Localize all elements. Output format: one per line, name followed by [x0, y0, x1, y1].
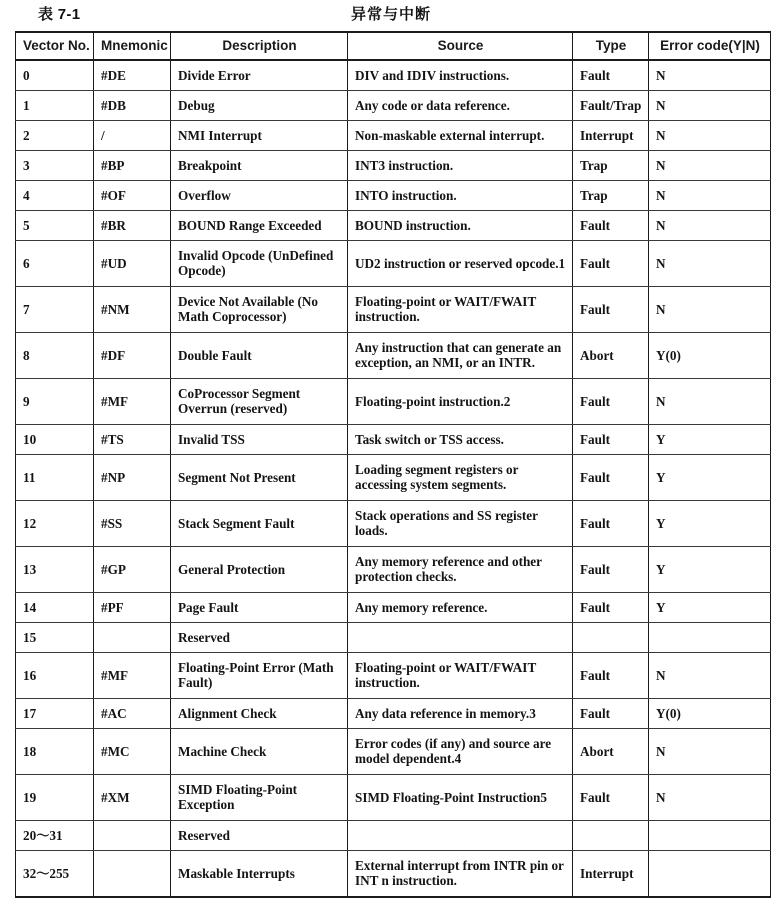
cell-mnemonic: #TS: [94, 424, 171, 454]
cell-error-code: N: [649, 120, 771, 150]
cell-vector-no: 2: [16, 120, 94, 150]
cell-vector-no: 11: [16, 454, 94, 500]
cell-description: Double Fault: [171, 332, 348, 378]
cell-error-code: N: [649, 240, 771, 286]
cell-type: Fault: [573, 500, 649, 546]
table-row: [16, 378, 771, 424]
cell-source: Floating-point or WAIT/FWAIT instruction.: [348, 652, 573, 698]
cell-error-code: N: [649, 286, 771, 332]
cell-error-code: Y: [649, 454, 771, 500]
cell-vector-no: 17: [16, 698, 94, 728]
cell-error-code: N: [649, 378, 771, 424]
table-header: [16, 32, 771, 60]
table-row: [16, 240, 771, 286]
column-header-mnemonic: Mnemonic: [94, 32, 171, 60]
cell-type: Fault: [573, 698, 649, 728]
table-row: [16, 698, 771, 728]
cell-error-code: Y: [649, 500, 771, 546]
cell-source: INT3 instruction.: [348, 150, 573, 180]
cell-mnemonic: [94, 850, 171, 897]
cell-error-code: Y: [649, 424, 771, 454]
cell-error-code: [649, 850, 771, 897]
cell-vector-no: 1: [16, 90, 94, 120]
cell-type: Abort: [573, 728, 649, 774]
table-row: [16, 90, 771, 120]
cell-description: CoProcessor Segment Overrun (reserved): [171, 378, 348, 424]
cell-description: SIMD Floating-Point Exception: [171, 774, 348, 820]
cell-source: Stack operations and SS register loads.: [348, 500, 573, 546]
cell-error-code: N: [649, 60, 771, 91]
table-caption: [0, 0, 782, 29]
cell-source: Loading segment registers or accessing system segments.: [348, 454, 573, 500]
cell-error-code: Y(0): [649, 332, 771, 378]
cell-vector-no: 8: [16, 332, 94, 378]
cell-type: Fault: [573, 424, 649, 454]
cell-vector-no: 20～31: [16, 820, 94, 850]
cell-mnemonic: #PF: [94, 592, 171, 622]
table-row: [16, 850, 771, 897]
cell-source: Any data reference in memory.3: [348, 698, 573, 728]
cell-source: Non-maskable external interrupt.: [348, 120, 573, 150]
cell-type: Trap: [573, 150, 649, 180]
cell-vector-no: 12: [16, 500, 94, 546]
cell-description: Overflow: [171, 180, 348, 210]
cell-error-code: Y(0): [649, 698, 771, 728]
cell-vector-no: 16: [16, 652, 94, 698]
table-row: [16, 210, 771, 240]
cell-vector-no: 18: [16, 728, 94, 774]
cell-description: Stack Segment Fault: [171, 500, 348, 546]
cell-mnemonic: #BP: [94, 150, 171, 180]
table-title: 异常与中断: [350, 6, 431, 23]
cell-vector-no: 13: [16, 546, 94, 592]
column-header-source: Source: [348, 32, 573, 60]
cell-type: Fault: [573, 454, 649, 500]
cell-vector-no: 32～255: [16, 850, 94, 897]
cell-mnemonic: /: [94, 120, 171, 150]
column-header-description: Description: [171, 32, 348, 60]
table-row: [16, 592, 771, 622]
cell-vector-no: 15: [16, 622, 94, 652]
cell-source: SIMD Floating-Point Instruction5: [348, 774, 573, 820]
cell-vector-no: 14: [16, 592, 94, 622]
table-container: [15, 31, 770, 898]
column-header-error-code: Error code(Y|N): [649, 32, 771, 60]
cell-source: [348, 820, 573, 850]
cell-type: Fault: [573, 286, 649, 332]
cell-type: Fault: [573, 60, 649, 91]
cell-vector-no: 7: [16, 286, 94, 332]
cell-mnemonic: #MF: [94, 652, 171, 698]
cell-description: Debug: [171, 90, 348, 120]
cell-type: Abort: [573, 332, 649, 378]
table-row: [16, 180, 771, 210]
cell-description: Floating-Point Error (Math Fault): [171, 652, 348, 698]
cell-vector-no: 5: [16, 210, 94, 240]
cell-description: Maskable Interrupts: [171, 850, 348, 897]
cell-mnemonic: [94, 622, 171, 652]
cell-description: Segment Not Present: [171, 454, 348, 500]
cell-vector-no: 3: [16, 150, 94, 180]
table-row: [16, 286, 771, 332]
cell-error-code: N: [649, 90, 771, 120]
cell-source: External interrupt from INTR pin or INT n instruction.: [348, 850, 573, 897]
cell-source: Error codes (if any) and source are model dependent.4: [348, 728, 573, 774]
cell-source: BOUND instruction.: [348, 210, 573, 240]
cell-source: Floating-point instruction.2: [348, 378, 573, 424]
cell-mnemonic: #XM: [94, 774, 171, 820]
cell-mnemonic: #MF: [94, 378, 171, 424]
cell-source: Task switch or TSS access.: [348, 424, 573, 454]
cell-description: General Protection: [171, 546, 348, 592]
cell-type: Interrupt: [573, 120, 649, 150]
cell-type: Fault: [573, 592, 649, 622]
cell-type: Fault/Trap: [573, 90, 649, 120]
cell-description: Machine Check: [171, 728, 348, 774]
cell-mnemonic: #NP: [94, 454, 171, 500]
cell-error-code: N: [649, 774, 771, 820]
cell-mnemonic: #DE: [94, 60, 171, 91]
cell-error-code: N: [649, 150, 771, 180]
cell-error-code: N: [649, 210, 771, 240]
cell-vector-no: 6: [16, 240, 94, 286]
column-header-vector-no: Vector No.: [16, 32, 94, 60]
cell-mnemonic: #MC: [94, 728, 171, 774]
cell-mnemonic: #UD: [94, 240, 171, 286]
cell-type: Fault: [573, 774, 649, 820]
cell-description: Device Not Available (No Math Coprocessor): [171, 286, 348, 332]
table-row: [16, 454, 771, 500]
column-header-type: Type: [573, 32, 649, 60]
exceptions-interrupts-table: [15, 31, 771, 898]
cell-error-code: N: [649, 728, 771, 774]
cell-source: Floating-point or WAIT/FWAIT instruction.: [348, 286, 573, 332]
cell-error-code: Y: [649, 592, 771, 622]
cell-source: Any code or data reference.: [348, 90, 573, 120]
table-row: [16, 424, 771, 454]
table-row: [16, 332, 771, 378]
cell-description: Breakpoint: [171, 150, 348, 180]
cell-type: Fault: [573, 378, 649, 424]
cell-type: Trap: [573, 180, 649, 210]
cell-description: Alignment Check: [171, 698, 348, 728]
table-row: [16, 150, 771, 180]
cell-type: [573, 622, 649, 652]
cell-error-code: [649, 820, 771, 850]
cell-source: Any instruction that can generate an exception, an NMI, or an INTR.: [348, 332, 573, 378]
cell-description: NMI Interrupt: [171, 120, 348, 150]
cell-type: Fault: [573, 240, 649, 286]
cell-error-code: N: [649, 180, 771, 210]
table-row: [16, 120, 771, 150]
table-number-label: 表 7-1: [38, 6, 81, 23]
table-header-row: [16, 32, 771, 60]
cell-description: BOUND Range Exceeded: [171, 210, 348, 240]
table-body: [16, 60, 771, 897]
cell-error-code: N: [649, 652, 771, 698]
cell-mnemonic: #NM: [94, 286, 171, 332]
cell-source: INTO instruction.: [348, 180, 573, 210]
cell-type: Interrupt: [573, 850, 649, 897]
table-row: [16, 60, 771, 91]
table-row: [16, 652, 771, 698]
cell-source: [348, 622, 573, 652]
cell-mnemonic: #BR: [94, 210, 171, 240]
cell-source: Any memory reference.: [348, 592, 573, 622]
cell-type: Fault: [573, 210, 649, 240]
table-row: [16, 774, 771, 820]
cell-mnemonic: #OF: [94, 180, 171, 210]
cell-mnemonic: #DF: [94, 332, 171, 378]
cell-type: Fault: [573, 652, 649, 698]
cell-description: Divide Error: [171, 60, 348, 91]
cell-source: DIV and IDIV instructions.: [348, 60, 573, 91]
cell-vector-no: 0: [16, 60, 94, 91]
cell-mnemonic: #AC: [94, 698, 171, 728]
cell-description: Page Fault: [171, 592, 348, 622]
cell-error-code: Y: [649, 546, 771, 592]
cell-description: Invalid TSS: [171, 424, 348, 454]
cell-error-code: [649, 622, 771, 652]
cell-mnemonic: #SS: [94, 500, 171, 546]
table-row: [16, 500, 771, 546]
cell-vector-no: 9: [16, 378, 94, 424]
cell-type: [573, 820, 649, 850]
cell-source: Any memory reference and other protection checks.: [348, 546, 573, 592]
cell-description: Reserved: [171, 820, 348, 850]
table-row: [16, 622, 771, 652]
cell-mnemonic: #GP: [94, 546, 171, 592]
cell-mnemonic: #DB: [94, 90, 171, 120]
table-row: [16, 546, 771, 592]
cell-type: Fault: [573, 546, 649, 592]
cell-source: UD2 instruction or reserved opcode.1: [348, 240, 573, 286]
cell-description: Invalid Opcode (UnDefined Opcode): [171, 240, 348, 286]
cell-description: Reserved: [171, 622, 348, 652]
cell-vector-no: 19: [16, 774, 94, 820]
table-row: [16, 728, 771, 774]
cell-vector-no: 10: [16, 424, 94, 454]
cell-mnemonic: [94, 820, 171, 850]
cell-vector-no: 4: [16, 180, 94, 210]
table-row: [16, 820, 771, 850]
